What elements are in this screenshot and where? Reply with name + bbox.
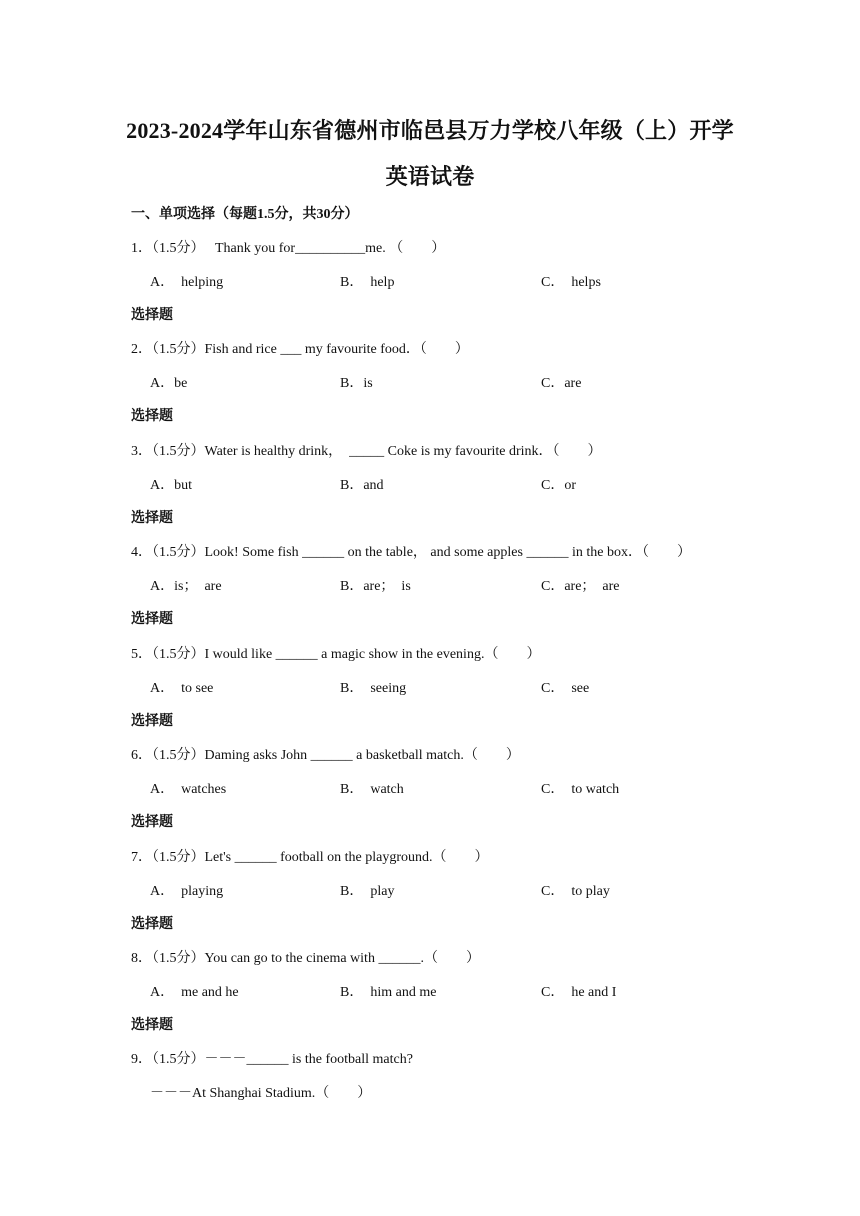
question-kind-label: 选择题 [131,917,173,932]
section-heading: 一、单项选择（每题1.5分，共30分） [131,207,359,222]
question-stem: 7．（1.5分）Let's ______ football on the playground.（ ） [131,850,489,865]
question-stem: 3．（1.5分）Water is healthy drink， _____ Coke is my favourite drink．（ ） [131,444,602,459]
question-kind-label: 选择题 [131,714,173,729]
option-b: B． him and me [340,985,437,1000]
option-a: A．but [150,478,192,493]
question-8 [0,947,860,1033]
option-a: A．is； are [150,579,222,594]
question-kind-label: 选择题 [131,612,173,627]
exam-title-line-2: 英语试卷 [385,164,475,189]
question-7 [0,846,860,932]
option-b: B．and [340,478,384,493]
option-c: C． he and I [541,985,617,1000]
option-c: C．are [541,376,582,391]
question-1 [0,237,860,323]
question-stem: 1．（1.5分） Thank you for__________me. （ ） [131,241,446,256]
option-a: A． playing [150,884,224,899]
option-c: C． see [541,681,590,696]
option-c: C． to play [541,884,610,899]
option-c: C．are； are [541,579,620,594]
option-a: A． helping [150,275,224,290]
question-6 [0,744,860,830]
option-c: C． helps [541,275,601,290]
question-stem: 9．（1.5分）－－－______ is the football match? [131,1052,413,1067]
question-9-answer-line: －－－At Shanghai Stadium.（ ） [150,1086,372,1101]
question-kind-label: 选择题 [131,511,173,526]
exam-title-line-1: 2023-2024学年山东省德州市临邑县万力学校八年级（上）开学 [126,118,734,143]
option-b: B．are； is [340,579,411,594]
question-5 [0,643,860,729]
question-kind-label: 选择题 [131,1018,173,1033]
question-kind-label: 选择题 [131,308,173,323]
question-4 [0,541,860,627]
option-c: C．or [541,478,576,493]
question-stem: 6．（1.5分）Daming asks John ______ a basketball match.（ ） [131,748,520,763]
option-b: B． seeing [340,681,407,696]
option-a: A． to see [150,681,214,696]
question-9 [0,1048,860,1082]
option-b: B． help [340,275,395,290]
option-b: B．is [340,376,373,391]
option-c: C． to watch [541,782,620,797]
question-kind-label: 选择题 [131,815,173,830]
question-stem: 5．（1.5分）I would like ______ a magic show in the evening.（ ） [131,647,541,662]
question-stem: 2．（1.5分）Fish and rice ___ my favourite food．（ ） [131,342,469,357]
question-2 [0,338,860,424]
option-a: A．be [150,376,188,391]
question-stem: 4．（1.5分）Look! Some fish ______ on the table， and some apples ______ in the box．（ ） [131,545,691,560]
option-b: B． play [340,884,395,899]
option-a: A． watches [150,782,227,797]
question-kind-label: 选择题 [131,409,173,424]
option-b: B． watch [340,782,404,797]
option-a: A． me and he [150,985,239,1000]
question-3 [0,440,860,526]
question-stem: 8．（1.5分）You can go to the cinema with ______.（ ） [131,951,480,966]
